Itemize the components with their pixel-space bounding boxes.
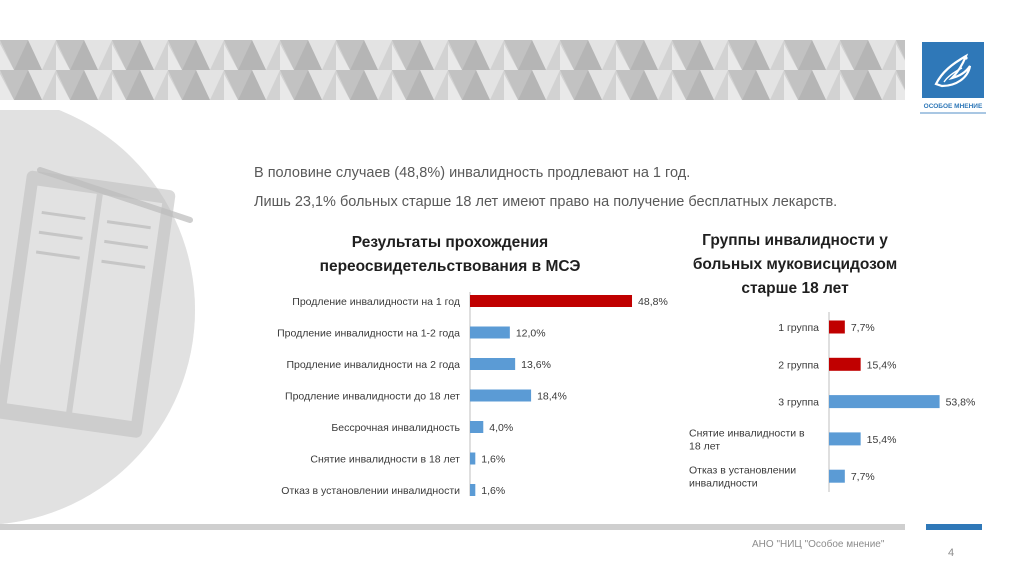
footer-accent [926,524,982,530]
logo-name: ОСОБОЕ МНЕНИЕ [923,103,983,110]
chart2-title-line: больных муковисцидозом [692,256,898,273]
data-label: 12,0% [515,327,546,340]
category-label: 2 группа [778,359,819,372]
category-label: 3 группа [778,396,819,409]
page-number: 4 [948,547,955,559]
data-label: 1,6% [481,485,506,497]
category-label: Продление инвалидности на 1 год [292,296,460,308]
chart2-title-line: старше 18 лет [741,280,849,297]
intro-line-2: Лишь 23,1% больных старше 18 лет имеют право на получение бесплатных лекарств. [254,194,838,210]
data-label: 7,7% [850,471,875,484]
category-label: Продление инвалидности до 18 лет [285,390,460,403]
category-label: Продление инвалидности на 1-2 года [277,327,460,340]
bar [829,432,861,445]
category-label: 1 группа [778,322,819,334]
category-label: Отказ в установлении инвалидности [281,485,460,497]
data-label: 13,6% [521,359,551,371]
category-label: Снятие инвалидности в [689,427,805,440]
data-label: 7,7% [850,322,875,334]
category-label: инвалидности [689,477,758,490]
category-label: Бессрочная инвалидность [331,422,460,434]
category-label: Снятие инвалидности в 18 лет [310,453,460,466]
intro-line-1: В половине случаев (48,8%) инвалидность продлевают на 1 год. [254,165,691,181]
category-label: Продление инвалидности на 2 года [286,359,460,371]
data-label: 18,4% [537,390,567,403]
chart2-title-line: Группы инвалидности у [702,232,888,249]
category-label: Отказ в установлении [689,464,797,477]
chart1-title-line: переосвидетельствования в МСЭ [319,258,581,275]
bar [829,321,845,334]
data-label: 4,0% [489,422,514,434]
footer-bar [0,524,905,530]
footer-org: АНО "НИЦ "Особое мнение" [752,539,885,550]
chart1-title-line: Результаты прохождения [351,234,549,251]
data-label: 53,8% [945,396,976,409]
category-label: 18 лет [689,440,721,453]
data-label: 1,6% [481,453,506,466]
data-label: 15,4% [866,359,897,372]
data-label: 48,8% [638,296,668,308]
data-label: 15,4% [866,433,897,446]
bar [829,470,845,483]
bar [829,395,940,408]
bar [829,358,861,371]
